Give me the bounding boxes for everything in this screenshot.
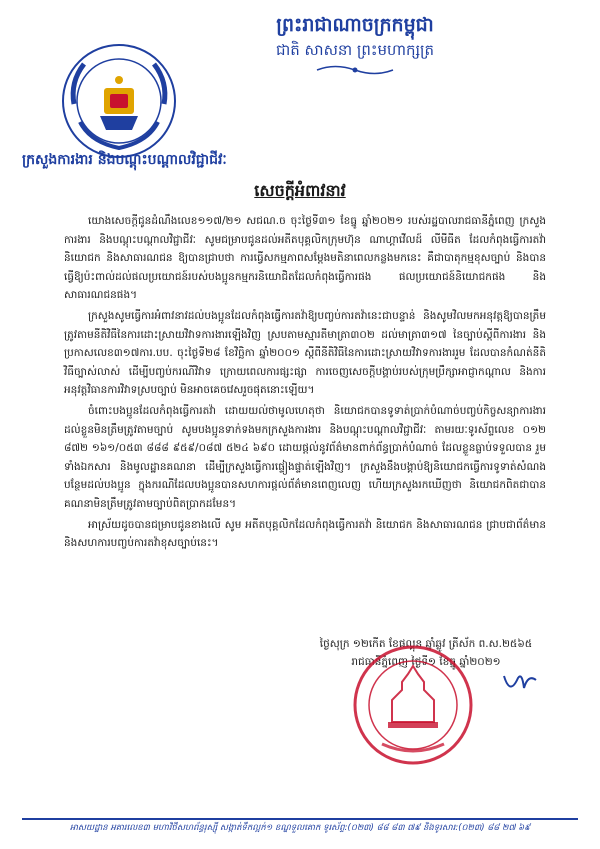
- ministry-name: ក្រសួងការងារ និងបណ្តុះបណ្តាលវិជ្ជាជីវៈ: [22, 152, 227, 168]
- letterhead: [190, 12, 520, 81]
- footer-address: អាសយដ្ឋាន អគារលេខ៣ មហាវិថីសហព័ន្ធរុស្ស៊ី សង្កាត់ទឹកល្អក់១ ខណ្ឌទួលគោក ទូរស័ព្ទ:(០២៣) ៨៨ ៨៣ ៧៩ និងទូរសារ:(០២៣) ៨៨ ២៧ ៦៩: [69, 823, 531, 833]
- paragraph-1: យោងសេចក្តីជូនដំណឹងលេខ១១៧/២១ សជណ.ច ចុះថ្ងៃទី៣១ ខែធ្នូ ឆ្នាំ២០២១ របស់រដ្ឋបាលរាជធានីភ្នំពេញ ក្រសួងការងារ និងបណ្តុះបណ្តាលវិជ្ជាជីវៈ សូមជម្រាបជូនដល់អតីតបុគ្គលិកក្រុមហ៊ុន ណាហ្គាវើលដ៍ លីមីធីត ដែលកំពុងធ្វើការតវ៉ា និយោជក និងសាធារណជន ឱ្យបានជ្រាបថា ការធ្វើសកម្មភាពសម្តែងមតិនាពេលកន្លងមកនេះ គឺជាបាតុកម្មខុសច្បាប់ និងបានធ្វើឱ្យប៉ះពាល់ដល់ផលប្រយោជន៍របស់បងប្អូនកម្មករនិយោជិតដែលកំពុងធ្វើការផង ផលប្រយោជន៍និយោជកផង និងសាធារណជនផង។: [64, 215, 546, 302]
- kingdom-name: ព្រះរាជាណាចក្រកម្ពុជា: [276, 14, 434, 36]
- paragraph-2: ក្រសួងសូមធ្វើការអំពាវនាវដល់បងប្អូនដែលកំពុងធ្វើការតវ៉ាឱ្យបញ្ចប់ការតវ៉ានេះជាបន្ទាន់ និងសូមវិលមកអនុវត្តឱ្យបានត្រឹមត្រូវតាមនីតិវិធីនៃការដោះស្រាយវិវាទការងារឡើងវិញ ស្របតាមស្មារតីមាត្រា៣០២ ដល់មាត្រា៣១៧ នៃច្បាប់ស្តីពីការងារ និងប្រកាសលេខ៣១៧ការ.បប. ចុះថ្ងៃទី២៨ ខែវិច្ឆិកា ឆ្នាំ២០០១ ស្តីពីនីតិវិធីនៃការដោះស្រាយវិវាទការងាររួម ដែលបានកំណត់នីតិវិធីច្បាស់លាស់ ដើម្បីបញ្ចប់ករណីវិវាទ ក្រោយពេលការផ្សះផ្សា ការចេញសេចក្តីបង្គាប់របស់ក្រុមប្រឹក្សាអាជ្ញាកណ្តាល និងការអនុវត្តវិធានការវិវាទស្របច្បាប់ មិនអាចគេចវេសរួចផុតនោះឡើយ។: [64, 309, 546, 397]
- paragraph-3: ចំពោះបងប្អូនដែលកំពុងធ្វើការតវ៉ា ដោយយល់ថាមូលហេតុថា និយោជកបានទូទាត់ប្រាក់បំណាច់បញ្ចប់កិច្ចសន្យាការងារ ដល់ខ្លួនមិនត្រឹមត្រូវតាមច្បាប់ សូមបងប្អូនទាក់ទងមកក្រសួងការងារ និងបណ្តុះបណ្តាលវិជ្ជាជីវៈ តាមរយៈទូរស័ព្ទលេខ ០១២ ៨៧២ ១៦១/០៥៣ ៨៨៨ ៩៥៩/០៨៧ ៥២៤ ៦៩០ ដោយផ្តល់នូវព័ត៌មានពាក់ព័ន្ធប្រាក់បំណាច់ ដែលខ្លួនធ្លាប់ទទួលបាន រួមទាំងឯកសារ និងមូលដ្ឋានគណនា ដើម្បីក្រសួងធ្វើការផ្ទៀងផ្ទាត់ឡើងវិញ។ ក្រសួងនឹងបង្គាប់ឱ្យនិយោជកធ្វើការទូទាត់សំណងបន្ថែមដល់បងប្អូន ក្នុងករណីដែលបងប្អូនបានសហការផ្តល់ព័ត៌មានពេញលេញ ហើយក្រសួងរកឃើញថា និយោជកពិតជាបានគណនាមិនត្រឹមត្រូវតាមច្បាប់ពិតប្រាកដមែន។: [64, 404, 546, 510]
- official-seal: [352, 644, 474, 766]
- ministry-logo: [60, 42, 178, 160]
- national-motto: ជាតិ សាសនា ព្រះមហាក្សត្រ: [275, 41, 435, 59]
- letter-body: [64, 212, 546, 555]
- signature: [500, 668, 540, 698]
- footer-rule: [22, 818, 578, 820]
- ornament-divider: [315, 63, 395, 77]
- solar-date: រាជធានីភ្នំពេញ ថ្ងៃទី១ ខែធ្នូ ឆ្នាំ២០២១: [351, 656, 501, 668]
- document-title: សេចក្តីអំពាវនាវ: [254, 181, 346, 200]
- paragraph-4: អាស្រ័យដូចបានជម្រាបជូនខាងលើ សូម អតីតបុគ្គលិកដែលកំពុងធ្វើការតវ៉ា និយោជក និងសាធារណជន ជ្រាបជាព័ត៌មាន និងសហការបញ្ចប់ការតវ៉ាខុសច្បាប់នេះ។: [64, 518, 546, 550]
- lunar-date: ថ្ងៃសុក្រ ១២កើត ខែផល្គុន ឆ្នាំឆ្លូវ ត្រីស័ក ព.ស.២៥៦៥: [319, 638, 533, 650]
